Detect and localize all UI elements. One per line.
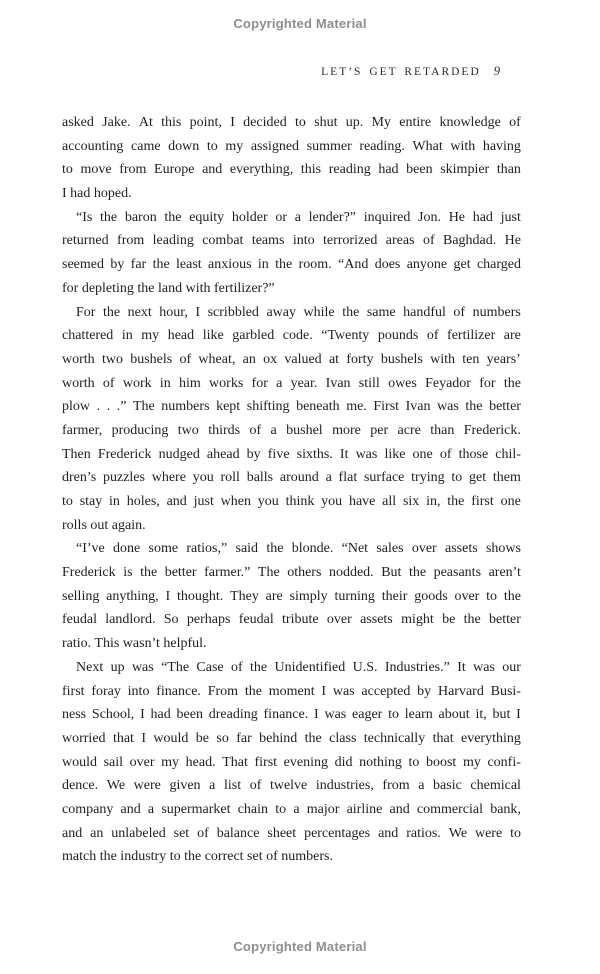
text-line: selling anything, I thought. They are simply turning their goods over to the [62, 588, 521, 604]
running-header [321, 64, 500, 79]
text-line: I had hoped. [62, 186, 132, 202]
text-line: worth two bushels of wheat, an ox valued at forty bushels with ten years’ [62, 351, 521, 367]
text-line: match the industry to the correct set of numbers. [62, 849, 333, 865]
text-line: would sail over my head. That first evening did nothing to boost my confi- [62, 754, 521, 770]
page-body [62, 111, 521, 869]
text-line: “I’ve done some ratios,” said the blonde. “Net sales over assets shows [76, 541, 521, 557]
text-line: Next up was “The Case of the Unidentified U.S. Industries.” It was our [76, 659, 521, 675]
copyright-notice-top: Copyrighted Material [233, 16, 367, 31]
text-line: to stay in holes, and just when you think you have all six in, the first one [62, 494, 521, 509]
text-line: rolls out again. [62, 517, 146, 533]
text-line: ratio. This wasn’t helpful. [62, 636, 207, 652]
text-line: for depleting the land with fertilizer?” [62, 280, 275, 296]
text-line: Frederick is the better farmer.” The others nodded. But the peasants aren’t [62, 565, 521, 581]
text-line: ness School, I had been dreading finance. I was eager to learn about it, but I [62, 707, 521, 723]
text-line: chattered in my head like garbled code. “Twenty pounds of fertilizer are [62, 328, 521, 344]
text-line: Then Frederick nudged ahead by five sixths. It was like one of those chil- [62, 446, 521, 462]
chapter-title: LET’S GET RETARDED [321, 66, 481, 78]
text-line: seemed by far the least anxious in the room. “And does anyone get charged [62, 257, 521, 273]
text-line: worried that I would be so far behind the class technically that everything [62, 730, 521, 746]
text-line: farmer, producing two thirds of a bushel more per acre than Frederick. [62, 422, 521, 438]
text-line: worth of work in him works for a year. Ivan still owes Feyador for the [62, 375, 521, 391]
text-line: company and a supermarket chain to a major airline and commercial bank, [62, 801, 521, 817]
text-line: feudal landlord. So perhaps feudal tribute over assets might be the better [62, 612, 521, 628]
text-line: “Is the baron the equity holder or a lender?” inquired Jon. He had just [76, 209, 521, 225]
text-line: returned from leading combat teams into terrorized areas of Baghdad. He [62, 233, 521, 249]
text-line: first foray into finance. From the moment I was accepted by Harvard Busi- [62, 683, 521, 699]
page-number: 9 [493, 64, 500, 78]
text-line: plow . . .” The numbers kept shifting beneath me. First Ivan was the better [62, 399, 521, 415]
text-line: For the next hour, I scribbled away while the same handful of numbers [76, 304, 521, 320]
text-line: and an unlabeled set of balance sheet percentages and ratios. We were to [62, 825, 521, 841]
copyright-notice-bottom: Copyrighted Material [233, 939, 367, 954]
text-line: dence. We were given a list of twelve industries, from a basic chemical [62, 778, 521, 794]
text-line: accounting came down to my assigned summer reading. What with having [62, 138, 521, 154]
text-line: dren’s puzzles where you roll balls around a flat surface trying to get them [62, 470, 521, 486]
text-line: to move from Europe and everything, this reading had been skimpier than [62, 162, 521, 178]
text-line: asked Jake. At this point, I decided to shut up. My entire knowledge of [62, 115, 521, 130]
